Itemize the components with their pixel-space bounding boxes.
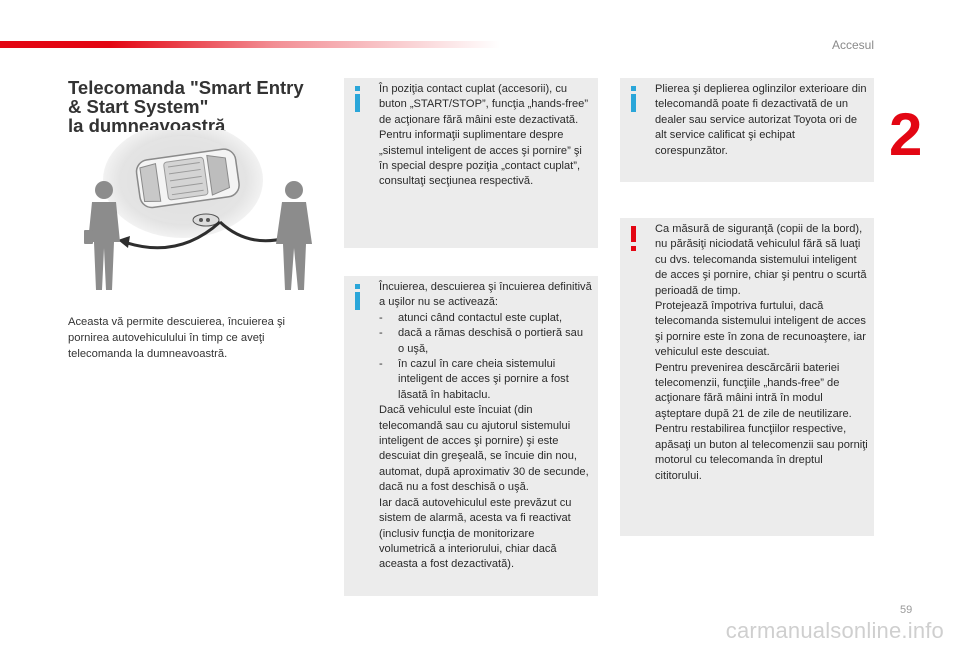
- list-item: - în cazul în care cheia sistemului inteligent de acces şi pornire a fost lăsată în habitaclu.: [379, 357, 592, 403]
- page-number: 59: [900, 604, 913, 616]
- note-paragraph: Protejează împotriva furtului, dacă telecomanda sistemului inteligent de acces şi pornire este în zona de recunoaştere, iar vehiculul este descuiat.: [655, 300, 866, 359]
- note-paragraph: Pentru restabilirea funcţiilor respective, apăsaţi un buton al telecomenzii sau porniţi motorul cu telecomanda în dreptul cititorului.: [655, 423, 868, 482]
- note-paragraph: Pentru prevenirea descărcării bateriei telecomenzii, funcţiile „hands-free” de acţionare fără mâini intră în modul aşteptare după 21 de zile de neutilizare.: [655, 361, 852, 420]
- note-paragraph: În poziţia contact cuplat (accesorii), cu buton „START/STOP”, funcţia „hands-free” de acţionare fără mâini este dezactivată.: [379, 83, 589, 126]
- note-paragraph: Pentru informaţii suplimentare despre „sistemul inteligent de acces şi pornire” şi în special despre poziţia „contact cuplat”, consultaţi secţiunea respectivă.: [379, 129, 582, 188]
- chapter-number: 2: [889, 101, 923, 168]
- remote-key-icon: [193, 214, 219, 226]
- info-note-mirrors: [620, 78, 874, 182]
- note-paragraph: Încuierea, descuierea şi încuierea definitivă a uşilor nu se activează:: [379, 281, 592, 309]
- condition-list: [379, 311, 592, 403]
- note-paragraph: Iar dacă autovehiculul este prevăzut cu sistem de alarmă, acesta va fi reactivat (inclusiv funcţia de monitorizare volumetrică a interiorului, chiar dacă aceasta a fost dezactivată).: [379, 496, 572, 571]
- page-title: [68, 78, 328, 135]
- watermark: carmanualsonline.info: [725, 618, 944, 643]
- header-accent-bar: [0, 41, 500, 48]
- title-line: la dumneavoastră: [68, 115, 226, 136]
- section-title: Accesul: [831, 38, 874, 52]
- intro-text: Aceasta vă permite descuierea, încuierea şi pornirea autovehiculului în timp ce aveţi telecomanda la dumneavoastră.: [68, 316, 286, 360]
- info-note-contact: [344, 78, 598, 248]
- note-paragraph: Plierea şi deplierea oglinzilor exterioare din telecomandă poate fi dezactivată de un dealer sau service autorizat Toyota ori de alt service calificat şi echipat corespunzător.: [655, 83, 867, 157]
- warning-note-safety: [620, 218, 874, 536]
- title-line: & Start System": [68, 96, 209, 117]
- info-note-locking: [344, 276, 598, 596]
- title-line: Telecomanda "Smart Entry: [68, 77, 304, 98]
- smart-entry-illustration: [78, 130, 318, 295]
- list-item: - dacă a rămas deschisă o portieră sau o uşă,: [379, 326, 592, 357]
- note-paragraph: Dacă vehiculul este încuiat (din telecomandă sau cu ajutorul sistemului inteligent de acces şi pornire) şi este descuiat din greşeală, se încuie din nou, automat, după aproximativ 30 de secunde, dacă nu a fost deschisă o uşă.: [379, 404, 589, 494]
- list-item: - atunci când contactul este cuplat,: [379, 311, 592, 326]
- note-paragraph: Ca măsură de siguranţă (copii de la bord), nu părăsiţi niciodată vehiculul fără să luaţi cu dvs. telecomanda sistemului inteligent de acces şi pornire, chiar şi pentru o scurtă perioadă de timp.: [655, 223, 867, 297]
- person-right-icon: [276, 181, 312, 290]
